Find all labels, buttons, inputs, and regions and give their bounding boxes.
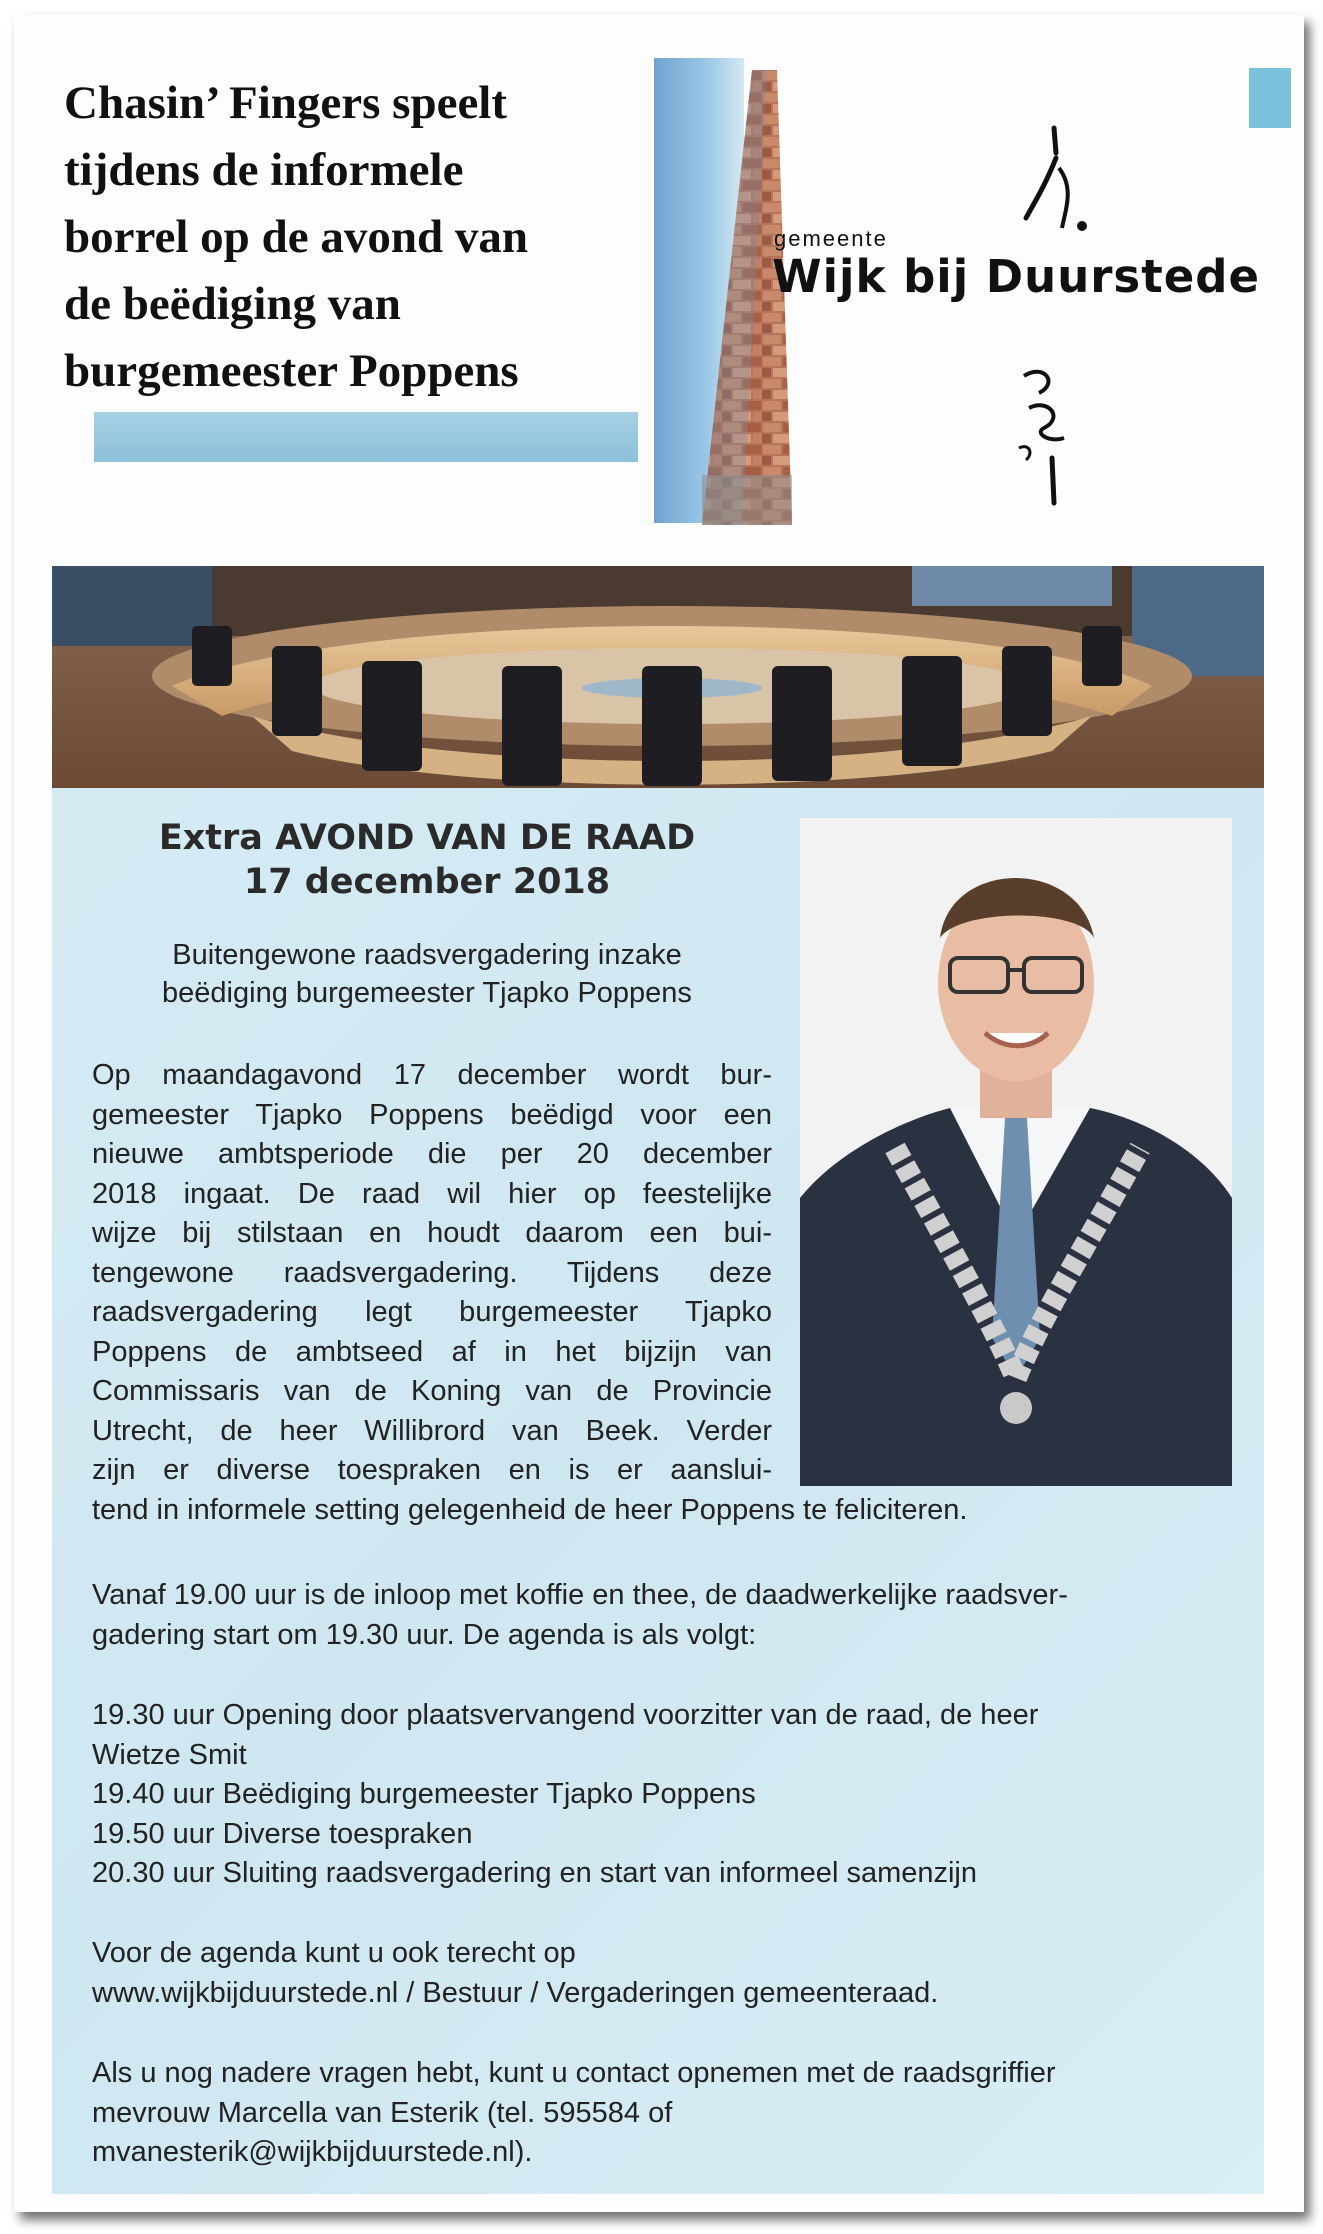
article-paragraph-website [92,1934,1232,2013]
paragraph-line: wijze bij stilstaan en houdt daarom een bui- [92,1217,772,1249]
logo-name-text: Wijk bij Duurstede [772,250,1260,303]
paragraph-line: Voor de agenda kunt u ook terecht op [92,1937,576,1969]
header-blue-bar [94,412,638,462]
paragraph-line: Als u nog nadere vragen hebt, kunt u contact opnemen met de raadsgriffier [92,2057,1056,2089]
logo-calligraphy-mark [1004,108,1104,528]
paragraph-line: gemeester Tjapko Poppens beëdigd voor een [92,1098,772,1131]
article-paragraph-schedule [92,1576,1232,1655]
agenda-item: 19.50 uur Diverse toespraken [92,1817,473,1850]
agenda-item: 20.30 uur Sluiting raadsvergadering en start van informeel samenzijn [92,1857,977,1889]
paragraph-line: Poppens de ambtseed af in het bijzijn van [92,1335,772,1368]
logo-blue-square [1249,68,1291,128]
header-title-line: Chasin’ Fingers speelt [64,77,508,129]
paragraph-line: Commissaris van de Koning van de Provincie [92,1375,772,1407]
website-link[interactable]: www.wijkbijduurstede.nl / Bestuur / Vergaderingen gemeenteraad. [92,1976,939,2009]
newspaper-clipping [14,14,1304,2212]
article-subheading [52,936,802,1012]
paragraph-line: Utrecht, de heer Willibrord van Beek. Verder [92,1414,772,1447]
municipality-logo [654,58,1294,528]
header-title-line: tijdens de informele [64,144,464,196]
paragraph-line: tengewone raadsvergadering. Tijdens deze [92,1256,772,1289]
paragraph-line: gadering start om 19.30 uur. De agenda is als volgt: [92,1618,757,1651]
article-headline [52,816,802,904]
paragraph-line: Vanaf 19.00 uur is de inloop met koffie en thee, de daadwerkelijke raadsver- [92,1579,1068,1611]
council-chamber-photo [52,566,1264,788]
paragraph-line: tend in informele setting gelegenheid de heer Poppens te feliciteren. [92,1493,968,1526]
logo-gemeente-text: gemeente [774,226,888,251]
paragraph-line: nieuwe ambtsperiode die per 20 december [92,1138,772,1170]
header-title-line: burgemeester Poppens [64,345,519,397]
paragraph-line: 2018 ingaat. De raad wil hier op feestelijke [92,1177,772,1210]
header-title-line: borrel op de avond van [64,211,528,263]
article-paragraph-contact [92,2054,1232,2173]
headline-line-2: 17 december 2018 [243,862,611,902]
paragraph-line: raadsvergadering legt burgemeester Tjapko [92,1296,772,1328]
subheading-line: beëdiging burgemeester Tjapko Poppens [162,977,692,1009]
header-title-line: de beëdiging van [64,278,401,330]
header-title [64,70,624,405]
email-link[interactable]: mvanesterik@wijkbijduurstede.nl). [92,2136,533,2168]
article-paragraph-intro [92,1056,1232,1530]
agenda-list [92,1696,1232,1894]
article-box [52,566,1264,2194]
agenda-item: 19.30 uur Opening door plaatsvervangend voorzitter van de raad, de heer [92,1699,1039,1731]
agenda-item: 19.40 uur Beëdiging burgemeester Tjapko Poppens [92,1778,756,1810]
paragraph-line: zijn er diverse toespraken en is er aanslui- [92,1454,772,1486]
paragraph-line: Op maandagavond 17 december wordt bur- [92,1059,772,1091]
paragraph-line: mevrouw Marcella van Esterik (tel. 595584 of [92,2096,673,2129]
agenda-item: Wietze Smit [92,1738,247,1771]
subheading-line: Buitengewone raadsvergadering inzake [172,939,682,971]
headline-line-1: Extra AVOND VAN DE RAAD [158,818,696,858]
